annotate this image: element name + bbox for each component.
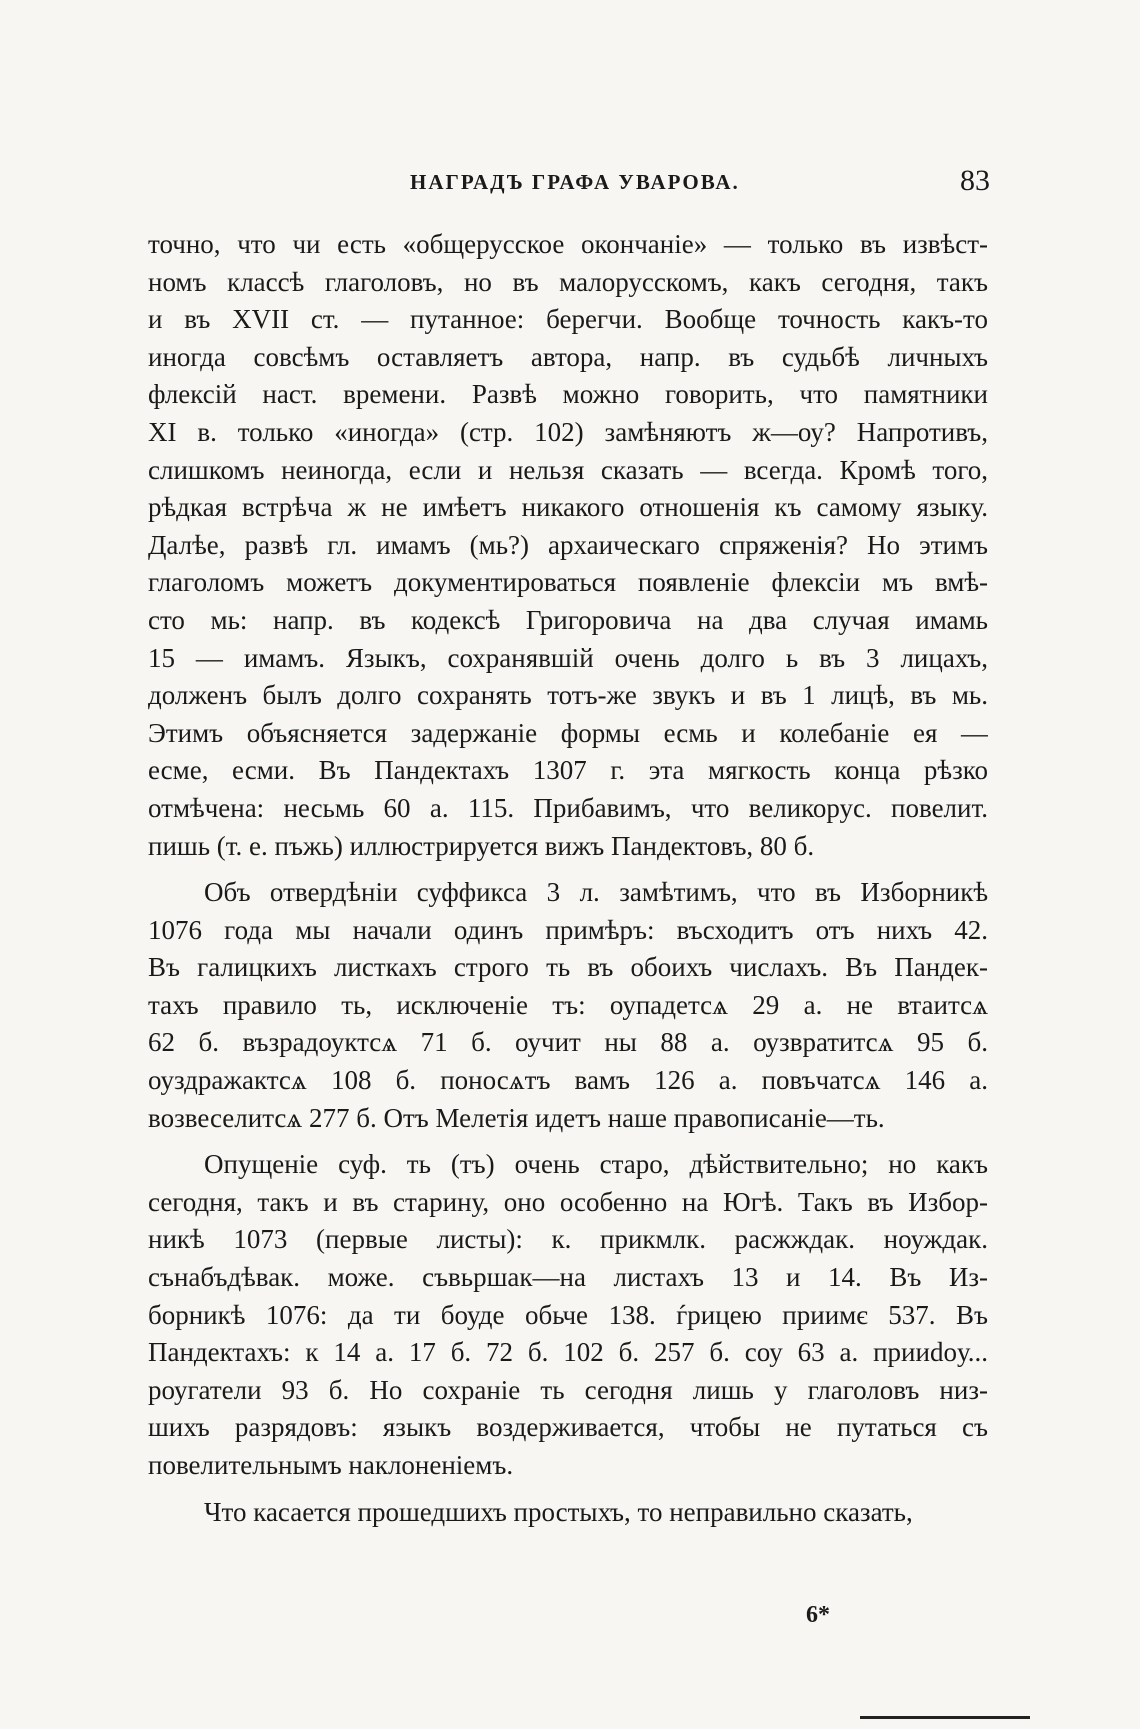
text-line: 62 б. възрадоуктсѧ 71 б. оучит ны 88 а. оузвратитсѧ 95 б. (148, 1027, 988, 1058)
paragraph (148, 874, 988, 1137)
paragraph (148, 226, 988, 865)
page-header (148, 164, 990, 204)
text-line: сегодня, такъ и въ старину, оно особенно на Югѣ. Такъ въ Избор- (148, 1186, 988, 1217)
body-text (148, 226, 988, 1531)
paragraph-gap (148, 1485, 988, 1494)
text-line: долженъ былъ долго сохранять тотъ-же звукъ и въ 1 лицѣ, въ мь. (148, 680, 988, 711)
text-line: глаголомъ можетъ документироваться появленіе флексіи мъ вмѣ- (148, 567, 988, 598)
text-line: Опущеніе суф. ть (тъ) очень старо, дѣйствительно; но какъ (204, 1149, 988, 1180)
text-line: шихъ разрядовъ: языкъ воздерживается, чтобы не путаться съ (148, 1412, 988, 1443)
text-line: сто мь: напр. въ кодексѣ Григоровича на два случая имамь (148, 604, 988, 635)
text-line: тахъ правило ть, исключеніе тъ: оупадетсѧ 29 а. не втаитсѧ (148, 989, 988, 1020)
text-line: Этимъ объясняется задержаніе формы есмь и колебаніе ея — (148, 717, 988, 748)
text-line: отмѣчена: несьмь 60 а. 115. Прибавимъ, что великорус. повелит. (148, 792, 988, 823)
text-line: пишь (т. е. пъжь) иллюстрируется вижъ Пандектовъ, 80 б. (148, 830, 815, 861)
paragraph (148, 1146, 988, 1484)
page-number: 83 (960, 164, 990, 197)
text-line: Далѣе, развѣ гл. имамъ (мь?) архаическаго спряженія? Но этимъ (148, 529, 988, 560)
text-line: 1076 года мы начали одинъ примѣръ: въсходитъ отъ нихъ 42. (148, 914, 988, 945)
text-line: иногда совсѣмъ оставляетъ автора, напр. въ судьбѣ личныхъ (148, 341, 988, 372)
text-line: Что касается прошедшихъ простыхъ, то неправильно сказать, (204, 1496, 913, 1527)
text-line: Въ галицкихъ листкахъ строго ть въ обоихъ числахъ. Въ Пандек- (148, 952, 988, 983)
text-line: Объ отвердѣніи суффикса 3 л. замѣтимъ, что въ Изборникѣ (204, 877, 988, 908)
text-line: и въ XVII ст. — путанное: берегчи. Вообще точность какъ-то (148, 304, 988, 335)
text-line: сънабъдѣвак. може. съвьршак—на листахъ 13 и 14. Въ Из- (148, 1262, 988, 1293)
text-line: роугатели 93 б. Но сохраніе ть сегодня лишь у глаголовъ низ- (148, 1374, 988, 1405)
text-line: XI в. только «иногда» (стр. 102) замѣняютъ ж—оу? Напротивъ, (148, 416, 988, 447)
text-line: борникѣ 1076: да ти боуде обьче 138. ѓрицею приимє 537. Въ (148, 1299, 988, 1330)
text-line: возвеселитсѧ 277 б. Отъ Мелетія идетъ наше правописаніе—ть. (148, 1102, 885, 1133)
bottom-rule (860, 1716, 1030, 1719)
text-line: номъ классѣ глаголовъ, но въ малорусскомъ, какъ сегодня, такъ (148, 266, 988, 297)
text-line: есме, есми. Въ Пандектахъ 1307 г. эта мягкость конца рѣзко (148, 755, 988, 786)
text-line: повелительнымъ наклоненіемъ. (148, 1450, 514, 1480)
text-line: Пандектахъ: к 14 а. 17 б. 72 б. 102 б. 257 б. соу 63 а. прииdoу... (148, 1337, 988, 1368)
paragraph-gap (148, 865, 988, 874)
text-line: флексій наст. времени. Развѣ можно говорить, что памятники (148, 379, 988, 410)
text-line: слишкомъ неиногда, если и нельзя сказать — всегда. Кромѣ того, (148, 454, 988, 485)
text-line: точно, что чи есть «общерусское окончаніе» — только въ извѣст- (148, 229, 988, 259)
signature-mark: 6* (806, 1602, 830, 1628)
text-line: рѣдкая встрѣча ж не имѣетъ никакого отношенія къ самому языку. (148, 492, 988, 523)
text-line: никѣ 1073 (первые листы): к. прикмлк. расжждак. ноуждак. (148, 1224, 988, 1255)
paragraph (148, 1494, 988, 1532)
running-title: НАГРАДЪ ГРАФА УВАРОВА. (410, 170, 740, 194)
text-line: оуздражактсѧ 108 б. поносѧтъ вамъ 126 а. повъчатсѧ 146 а. (148, 1065, 988, 1096)
text-line: 15 — имамъ. Языкъ, сохранявшій очень долго ь въ 3 лицахъ, (148, 642, 988, 673)
paragraph-gap (148, 1137, 988, 1146)
